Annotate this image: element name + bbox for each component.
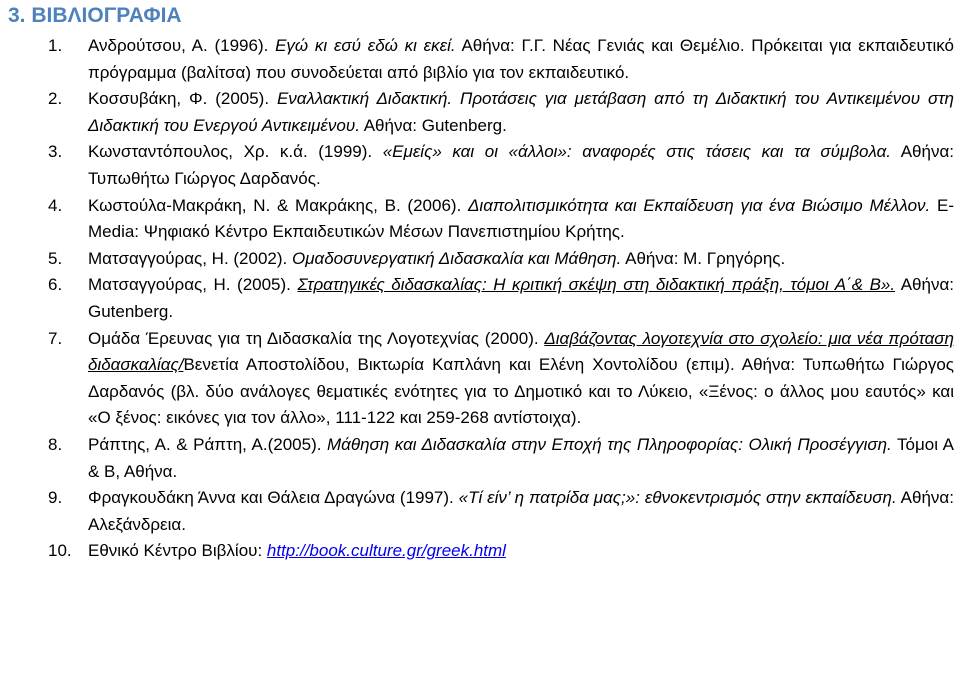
reference-item [0, 33, 960, 86]
reference-text: E-Media: Ψηφιακό Κέντρο Εκπαιδευτικών Μέσων Πανεπιστημίου Κρήτης. [88, 195, 954, 242]
reference-title: Εγώ κι εσύ εδώ κι εκεί. [275, 36, 456, 55]
reference-title: Διαπολιτισμικότητα και Εκπαίδευση για ένα Βιώσιμο Μέλλον. [468, 195, 931, 215]
reference-text: Τόμοι Α & Β, Αθήνα. [88, 434, 954, 481]
reference-number: 4. [48, 195, 63, 215]
section-heading: 3. ΒΙΒΛΙΟΓΡΑΦΙΑ [8, 4, 182, 27]
reference-item [0, 193, 960, 246]
reference-title: «Τί είν’ η πατρίδα μας;»: εθνοκεντρισμός στην εκπαίδευση. [458, 488, 897, 508]
reference-item [0, 246, 960, 273]
reference-item [0, 432, 960, 485]
reference-item [0, 326, 960, 432]
reference-text: Ομάδα Έρευνας για τη Διδασκαλία της Λογοτεχνίας (2000). [88, 328, 545, 348]
reference-item [0, 86, 960, 139]
reference-text: Ματσαγγούρας, Η. (2002). [88, 248, 292, 268]
reference-text: Αθήνα: Αλεξάνδρεια. [88, 488, 954, 534]
reference-text: Κωνσταντόπουλος, Χρ. κ.ά. (1999). [88, 142, 383, 162]
reference-text: Φραγκουδάκη Άννα και Θάλεια Δραγώνα (1997). [88, 488, 459, 508]
reference-number: 10. [48, 541, 72, 561]
reference-item [0, 485, 960, 538]
reference-text: Αθήνα: Gutenberg. [88, 275, 954, 321]
reference-text: Αθήνα: Μ. Γρηγόρης. [621, 248, 786, 268]
reference-number: 8. [48, 434, 63, 454]
reference-title: Εναλλακτική Διδακτική. Προτάσεις για μετάβαση από τη Διδακτική του Αντικειμένου στη Διδακτική του Ενεργού Αντικειμένου. [88, 89, 954, 135]
reference-text: Ανδρούτσου, Α. (1996). [88, 36, 276, 55]
reference-text: Αθήνα: Gutenberg. [359, 115, 507, 135]
reference-number: 1. [48, 36, 63, 55]
reference-number: 7. [48, 328, 63, 348]
reference-number: 3. [48, 142, 63, 162]
reference-title: Διαβάζοντας λογοτεχνία στο σχολείο: μια νέα πρόταση διδασκαλίας/ [88, 328, 954, 375]
reference-title: Στρατηγικές διδασκαλίας: Η κριτική σκέψη στη διδακτική πράξη, τόμοι Α΄& Β». [297, 275, 896, 295]
reference-text: Κοσσυβάκη, Φ. (2005). [88, 89, 277, 109]
reference-text: Ματσαγγούρας, Η. (2005). [88, 275, 298, 295]
reference-text: Βενετία Αποστολίδου, Βικτωρία Καπλάνη και Ελένη Χοντολίδου (επιμ). Αθήνα: Τυπωθήτω Γιώργος Δαρδανός (βλ. δύο ανάλογες θεματικές ενότητες για το Δημοτικό και το Λύκειο, «Ξένος: ο άλλος μου εαυτός» και «Ο ξένος: εικόνες για τον άλλο», 111-122 και 259-268 αντίστοιχα). [88, 355, 954, 428]
reference-text: Ράπτης, Α. & Ράπτη, Α.(2005). [88, 434, 328, 454]
reference-text: Κωστούλα-Μακράκη, Ν. & Μακράκης, Β. (2006). [88, 195, 469, 215]
reference-link[interactable]: http://book.culture.gr/greek.html [266, 541, 506, 561]
reference-title: Μάθηση και Διδασκαλία στην Εποχή της Πληροφορίας: Ολική Προσέγγιση. [327, 434, 892, 454]
bibliography-list [0, 33, 960, 565]
reference-number: 9. [48, 488, 63, 508]
reference-text: Εθνικό Κέντρο Βιβλίου: [88, 541, 267, 561]
reference-text: Αθήνα: Γ.Γ. Νέας Γενιάς και Θεμέλιο. Πρόκειται για εκπαιδευτικό πρόγραμμα (βαλίτσα) που συνοδεύεται από βιβλίο για τον εκπαιδευτικό. [88, 36, 954, 82]
reference-number: 6. [48, 275, 63, 295]
reference-number: 2. [48, 89, 63, 109]
reference-number: 5. [48, 248, 63, 268]
reference-item [0, 538, 960, 565]
reference-item [0, 139, 960, 192]
reference-text: Αθήνα: Τυπωθήτω Γιώργος Δαρδανός. [88, 142, 954, 188]
reference-title: Ομαδοσυνεργατική Διδασκαλία και Μάθηση. [291, 248, 622, 268]
reference-item [0, 272, 960, 325]
reference-title: «Εμείς» και οι «άλλοι»: αναφορές στις τάσεις και τα σύμβολα. [382, 142, 892, 162]
